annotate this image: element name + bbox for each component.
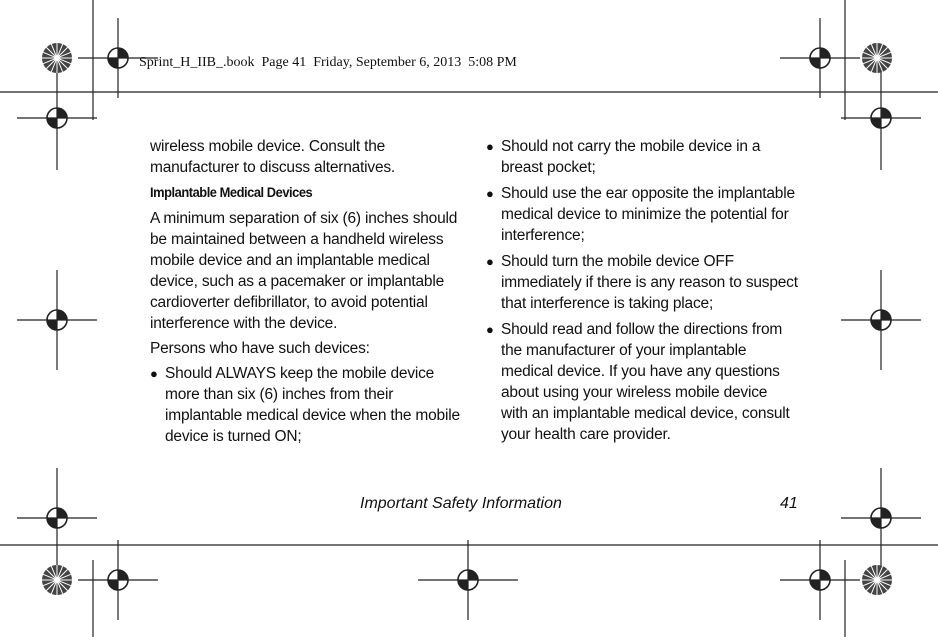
list-item: ● Should read and follow the directions from the manufacturer of your implantable medical device. If you have any questions about using your wireless mobile device with an implantable medical device, consult your health care provider. (486, 321, 790, 443)
bullet-icon: ● (486, 254, 494, 269)
bullet-icon: ● (150, 366, 158, 381)
bullet-icon: ● (486, 322, 494, 337)
footer-section-title: Important Safety Information (360, 495, 562, 512)
left-bullet-list (150, 363, 462, 447)
book-header: Sprint_H_IIB_.book Page 41 Friday, September 6, 2013 5:08 PM (139, 55, 517, 70)
intro-text: wireless mobile device. Consult the manufacturer to discuss alternatives. (150, 138, 396, 176)
list-item: ● Should not carry the mobile device in a breast pocket; (486, 138, 761, 176)
bullet-icon: ● (486, 186, 494, 201)
right-bullet-list (486, 136, 798, 445)
persons-intro: Persons who have such devices: (150, 340, 370, 357)
right-column (486, 136, 798, 450)
page-number: 41 (780, 495, 798, 512)
bullet-icon: ● (486, 139, 494, 154)
list-item: ● Should use the ear opposite the implantable medical device to minimize the potential for interference; (486, 185, 795, 244)
separation-paragraph: A minimum separation of six (6) inches should be maintained between a handheld wireless mobile device and an implantable medical device, such as a pacemaker or implantable cardioverter defibrillator, to avoid potential interference with the device. (150, 210, 458, 332)
list-item: ● Should turn the mobile device OFF immediately if there is any reason to suspect that interference is taking place; (486, 253, 798, 312)
left-column (150, 136, 462, 452)
list-item: ● Should ALWAYS keep the mobile device more than six (6) inches from their implantable medical device when the mobile device is turned ON; (150, 365, 460, 445)
section-subheading: Implantable Medical Devices (150, 184, 313, 200)
